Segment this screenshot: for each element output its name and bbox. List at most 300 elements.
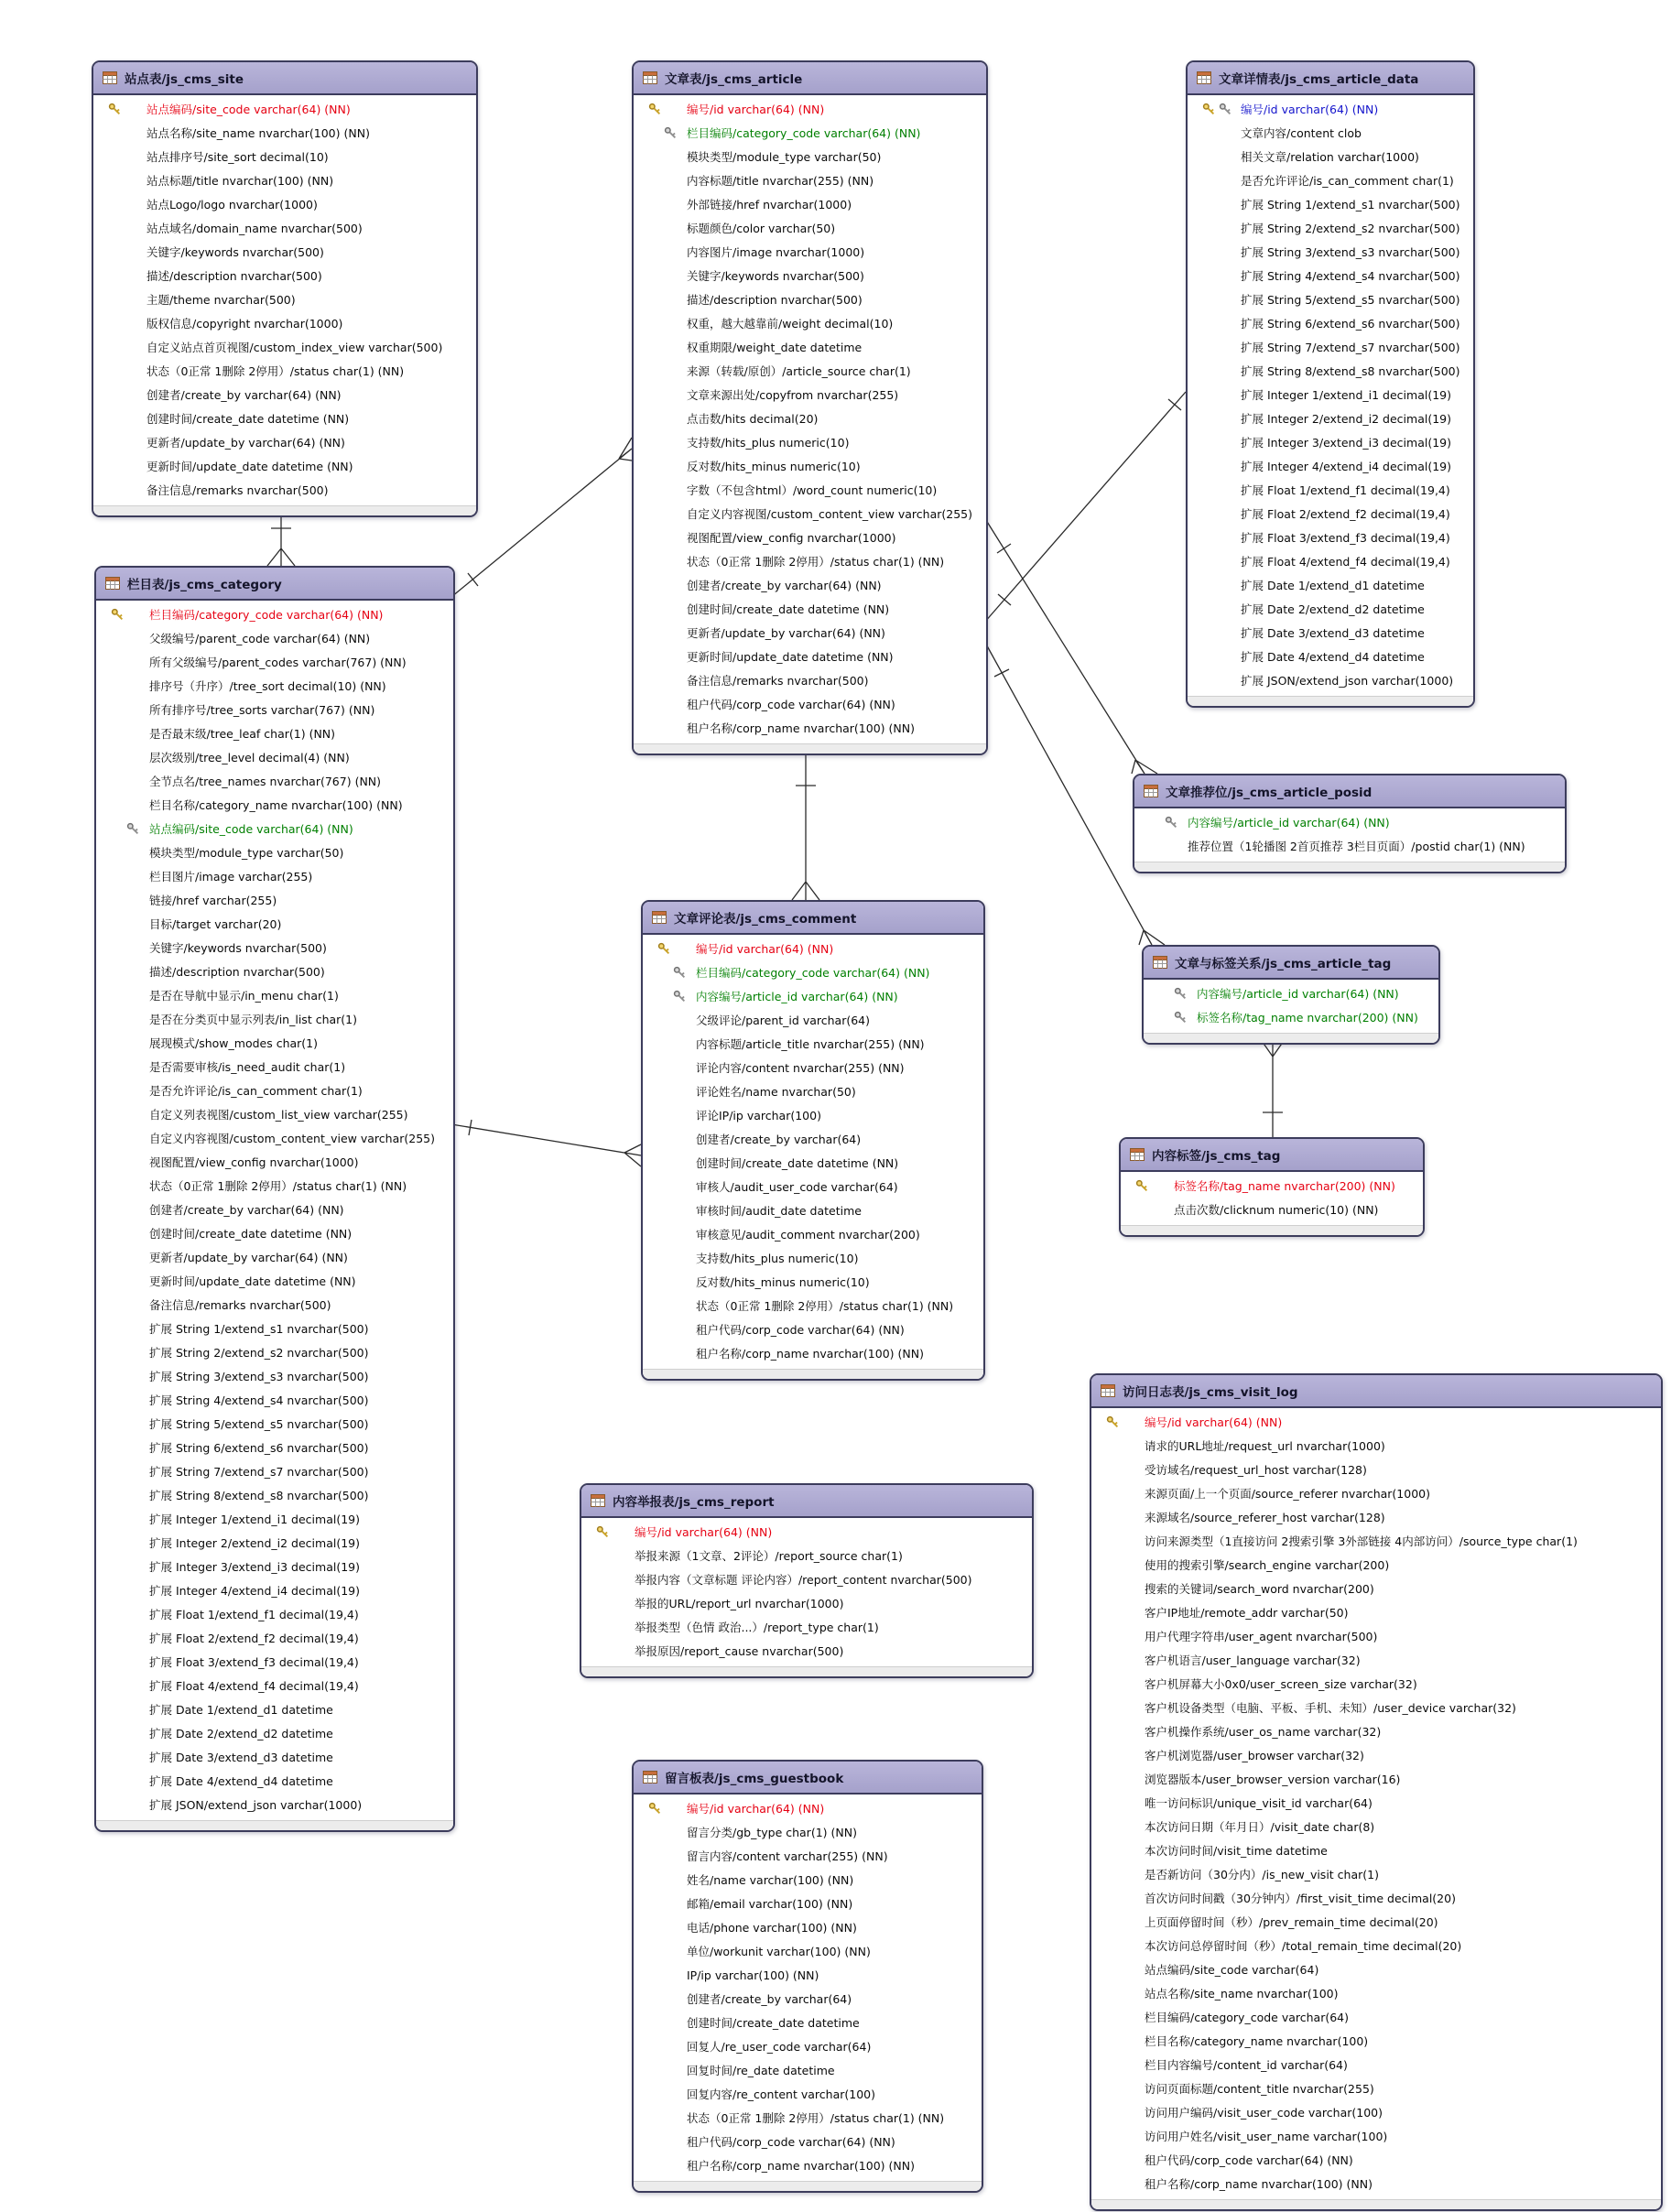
table-title: 内容举报表/js_cms_report	[613, 1495, 775, 1510]
table-field-row[interactable]	[107, 960, 450, 983]
field-list	[1188, 95, 1473, 696]
table-field-row[interactable]	[1102, 1743, 1657, 1767]
table-field-row[interactable]	[1199, 240, 1470, 264]
table-field-row[interactable]	[654, 937, 980, 960]
table-field-row[interactable]	[654, 984, 980, 1008]
table-field-row[interactable]	[107, 1269, 450, 1293]
table-field-row[interactable]	[1102, 2148, 1657, 2172]
table-field-row[interactable]	[107, 1650, 450, 1674]
table-field-row[interactable]	[592, 1544, 1028, 1567]
table-field-row[interactable]	[107, 1721, 450, 1745]
table-field-row[interactable]	[1102, 1862, 1657, 1886]
table-field-row[interactable]	[107, 1674, 450, 1697]
table-field-row[interactable]	[1102, 2029, 1657, 2053]
table-field-row[interactable]	[104, 383, 472, 407]
field-definition: 扩展 Integer 1/extend_i1 decimal(19)	[1241, 388, 1451, 402]
table-field-row[interactable]	[1102, 1696, 1657, 1719]
field-definition: 唯一访问标识/unique_visit_id varchar(64)	[1145, 1796, 1373, 1810]
table-field-row[interactable]	[645, 1915, 978, 1939]
table-field-row[interactable]	[104, 359, 472, 383]
table-field-row[interactable]	[107, 1459, 450, 1483]
table-field-row[interactable]	[107, 1317, 450, 1340]
table-field-row[interactable]	[1102, 1410, 1657, 1434]
table-field-row[interactable]	[654, 1103, 980, 1127]
table-header[interactable]	[581, 1485, 1032, 1518]
table-field-row[interactable]	[645, 621, 982, 645]
table-field-row[interactable]	[1199, 454, 1470, 478]
table-field-row[interactable]	[592, 1520, 1028, 1544]
table-title: 文章推荐位/js_cms_article_posid	[1166, 786, 1373, 800]
field-definition: 审核时间/audit_date datetime	[696, 1204, 862, 1218]
field-definition: 反对数/hits_minus numeric(10)	[696, 1275, 870, 1289]
table-field-row[interactable]	[654, 1198, 980, 1222]
table-field-row[interactable]	[1199, 549, 1470, 573]
table-field-row[interactable]	[1132, 1174, 1419, 1198]
table-field-row[interactable]	[107, 888, 450, 912]
table-js_cms_visit_log[interactable]	[1090, 1373, 1663, 2211]
table-field-row[interactable]	[645, 145, 982, 168]
field-definition: 描述/description nvarchar(500)	[146, 269, 322, 283]
table-field-row[interactable]	[1199, 430, 1470, 454]
table-field-row[interactable]	[645, 1963, 978, 1987]
table-field-row[interactable]	[1199, 573, 1470, 597]
table-field-row[interactable]	[645, 597, 982, 621]
field-definition: 编号/id varchar(64) (NN)	[635, 1525, 773, 1539]
table-field-row[interactable]	[1102, 2100, 1657, 2124]
field-definition: 自定义内容视图/custom_content_view varchar(255)	[149, 1132, 435, 1145]
table-field-row[interactable]	[1102, 1434, 1657, 1458]
table-icon	[652, 911, 667, 924]
table-header[interactable]	[96, 568, 453, 601]
key-icon-slot	[645, 103, 687, 116]
primary-key-icon	[596, 1525, 610, 1539]
table-field-row[interactable]	[654, 1079, 980, 1103]
table-field-row[interactable]	[645, 1820, 978, 1844]
table-field-row[interactable]	[645, 216, 982, 240]
table-field-row[interactable]	[104, 264, 472, 287]
table-field-row[interactable]	[645, 1892, 978, 1915]
field-definition: 描述/description nvarchar(500)	[687, 293, 863, 307]
table-js_cms_guestbook[interactable]	[632, 1760, 983, 2193]
foreign-key-icon	[1174, 1011, 1188, 1025]
table-header[interactable]	[1134, 775, 1565, 808]
field-definition: 文章内容/content clob	[1241, 126, 1362, 140]
table-field-row[interactable]	[645, 645, 982, 668]
table-field-row[interactable]	[104, 311, 472, 335]
field-definition: 关键字/keywords nvarchar(500)	[146, 245, 324, 259]
foreign-key-icon	[1219, 103, 1232, 116]
field-definition: 扩展 String 6/extend_s6 nvarchar(500)	[1241, 317, 1460, 331]
table-field-row[interactable]	[654, 1246, 980, 1270]
table-field-row[interactable]	[1199, 478, 1470, 502]
table-field-row[interactable]	[107, 983, 450, 1007]
table-field-row[interactable]	[107, 1483, 450, 1507]
table-field-row[interactable]	[645, 716, 982, 740]
table-js_cms_category[interactable]	[94, 566, 455, 1832]
table-field-row[interactable]	[1102, 1719, 1657, 1743]
table-header[interactable]	[634, 62, 986, 95]
table-field-row[interactable]	[107, 1174, 450, 1198]
table-field-row[interactable]	[1199, 287, 1470, 311]
table-field-row[interactable]	[1102, 1648, 1657, 1672]
table-title: 文章详情表/js_cms_article_data	[1219, 72, 1419, 87]
table-field-row[interactable]	[645, 1868, 978, 1892]
table-field-row[interactable]	[1102, 1672, 1657, 1696]
field-list	[643, 935, 983, 1369]
table-field-row[interactable]	[645, 526, 982, 549]
table-header[interactable]	[1188, 62, 1473, 95]
field-definition: 内容编号/article_id varchar(64) (NN)	[696, 990, 898, 1003]
foreign-key-icon	[673, 990, 687, 1003]
field-definition: 租户代码/corp_code varchar(64) (NN)	[687, 698, 895, 711]
table-field-row[interactable]	[104, 145, 472, 168]
table-header[interactable]	[1091, 1375, 1661, 1408]
table-field-row[interactable]	[1199, 192, 1470, 216]
table-field-row[interactable]	[107, 1769, 450, 1793]
table-field-row[interactable]	[107, 1126, 450, 1150]
table-field-row[interactable]	[645, 549, 982, 573]
table-field-row[interactable]	[645, 168, 982, 192]
table-field-row[interactable]	[1155, 1005, 1435, 1029]
table-field-row[interactable]	[1102, 1767, 1657, 1791]
table-field-row[interactable]	[107, 1221, 450, 1245]
table-field-row[interactable]	[107, 1055, 450, 1079]
primary-key-icon	[648, 103, 662, 116]
field-definition: 扩展 String 1/extend_s1 nvarchar(500)	[149, 1322, 369, 1336]
table-field-row[interactable]	[592, 1639, 1028, 1663]
table-field-row[interactable]	[107, 745, 450, 769]
field-list	[1144, 980, 1438, 1033]
table-js_cms_article_tag[interactable]	[1142, 945, 1440, 1045]
field-definition: 用户代理字符串/user_agent nvarchar(500)	[1145, 1630, 1378, 1643]
table-field-row[interactable]	[592, 1591, 1028, 1615]
table-icon	[1101, 1384, 1115, 1397]
table-field-row[interactable]	[645, 2011, 978, 2034]
table-js_cms_article_posid[interactable]	[1133, 774, 1567, 873]
field-definition: 扩展 String 3/extend_s3 nvarchar(500)	[149, 1370, 369, 1383]
table-js_cms_report[interactable]	[580, 1483, 1034, 1678]
table-field-row[interactable]	[654, 1222, 980, 1246]
table-field-row[interactable]	[645, 192, 982, 216]
table-field-row[interactable]	[645, 478, 982, 502]
table-field-row[interactable]	[1199, 502, 1470, 526]
field-definition: 单位/workunit varchar(100) (NN)	[687, 1945, 871, 1958]
table-field-row[interactable]	[645, 573, 982, 597]
table-field-row[interactable]	[1199, 168, 1470, 192]
field-definition: 文章来源出处/copyfrom nvarchar(255)	[687, 388, 899, 402]
table-field-row[interactable]	[645, 502, 982, 526]
table-js_cms_comment[interactable]	[641, 900, 985, 1381]
table-field-row[interactable]	[1199, 97, 1470, 121]
table-field-row[interactable]	[654, 1032, 980, 1056]
field-list	[581, 1518, 1032, 1666]
field-definition: 回复时间/re_date datetime	[687, 2064, 835, 2077]
table-field-row[interactable]	[107, 602, 450, 626]
table-field-row[interactable]	[107, 1436, 450, 1459]
field-definition: 扩展 Float 2/extend_f2 decimal(19,4)	[1241, 507, 1450, 521]
table-field-row[interactable]	[1102, 1529, 1657, 1553]
table-field-row[interactable]	[107, 817, 450, 840]
table-field-row[interactable]	[645, 335, 982, 359]
field-definition: 描述/description nvarchar(500)	[149, 965, 325, 979]
table-field-row[interactable]	[1102, 1600, 1657, 1624]
field-definition: 展现模式/show_modes char(1)	[149, 1036, 319, 1050]
table-field-row[interactable]	[107, 1150, 450, 1174]
table-field-row[interactable]	[654, 1151, 980, 1175]
table-field-row[interactable]	[1102, 1481, 1657, 1505]
table-header[interactable]	[1121, 1139, 1423, 1172]
table-field-row[interactable]	[1199, 264, 1470, 287]
table-field-row[interactable]	[645, 2130, 978, 2153]
table-field-row[interactable]	[1145, 834, 1561, 858]
table-field-row[interactable]	[645, 2153, 978, 2177]
table-field-row[interactable]	[107, 769, 450, 793]
table-field-row[interactable]	[107, 1364, 450, 1388]
table-field-row[interactable]	[654, 1317, 980, 1341]
field-definition: 扩展 String 8/extend_s8 nvarchar(500)	[149, 1489, 369, 1502]
key-icon-slot	[107, 608, 149, 622]
table-field-row[interactable]	[104, 407, 472, 430]
table-field-row[interactable]	[104, 335, 472, 359]
table-field-row[interactable]	[104, 430, 472, 454]
table-field-row[interactable]	[107, 626, 450, 650]
table-field-row[interactable]	[1199, 121, 1470, 145]
table-field-row[interactable]	[107, 1793, 450, 1816]
table-field-row[interactable]	[107, 721, 450, 745]
field-definition: 创建时间/create_date datetime (NN)	[687, 602, 890, 616]
field-definition: 扩展 Integer 2/extend_i2 decimal(19)	[1241, 412, 1451, 426]
field-definition: 访问来源类型（1直接访问 2搜索引擎 3外部链接 4内部访问）/source_type char(1)	[1145, 1534, 1578, 1548]
table-field-row[interactable]	[1199, 359, 1470, 383]
table-title: 文章表/js_cms_article	[665, 72, 803, 87]
table-field-row[interactable]	[1199, 668, 1470, 692]
table-field-row[interactable]	[654, 1270, 980, 1294]
table-field-row[interactable]	[654, 1294, 980, 1317]
field-definition: 举报内容（文章标题 评论内容）/report_content nvarchar(500)	[635, 1573, 972, 1587]
field-definition: 创建时间/create_date datetime (NN)	[146, 412, 350, 426]
table-field-row[interactable]	[645, 2034, 978, 2058]
table-field-row[interactable]	[1155, 981, 1435, 1005]
table-field-row[interactable]	[1199, 526, 1470, 549]
field-definition: 视图配置/view_config nvarchar(1000)	[687, 531, 896, 545]
field-definition: 编号/id varchar(64) (NN)	[687, 1802, 825, 1816]
table-field-row[interactable]	[104, 478, 472, 502]
key-icon-slot	[654, 966, 696, 980]
table-field-row[interactable]	[1199, 645, 1470, 668]
field-definition: 扩展 String 8/extend_s8 nvarchar(500)	[1241, 364, 1460, 378]
table-field-row[interactable]	[645, 1796, 978, 1820]
table-field-row[interactable]	[1199, 216, 1470, 240]
table-js_cms_tag[interactable]	[1119, 1137, 1425, 1237]
table-field-row[interactable]	[107, 1745, 450, 1769]
table-field-row[interactable]	[645, 240, 982, 264]
table-field-row[interactable]	[654, 1008, 980, 1032]
table-field-row[interactable]	[107, 936, 450, 960]
field-definition: 栏目名称/category_name nvarchar(100) (NN)	[149, 798, 403, 812]
field-definition: 评论姓名/name nvarchar(50)	[696, 1085, 856, 1099]
table-field-row[interactable]	[107, 1079, 450, 1102]
relation-category-article-line	[451, 438, 632, 597]
table-field-row[interactable]	[1102, 1553, 1657, 1577]
table-field-row[interactable]	[1102, 1577, 1657, 1600]
table-field-row[interactable]	[107, 1531, 450, 1555]
field-definition: 租户代码/corp_code varchar(64) (NN)	[687, 2135, 895, 2149]
table-field-row[interactable]	[104, 287, 472, 311]
table-field-row[interactable]	[1102, 1505, 1657, 1529]
table-field-row[interactable]	[1199, 383, 1470, 407]
table-field-row[interactable]	[645, 668, 982, 692]
table-field-row[interactable]	[1102, 1910, 1657, 1934]
table-field-row[interactable]	[107, 1198, 450, 1221]
table-field-row[interactable]	[1102, 2076, 1657, 2100]
table-field-row[interactable]	[1199, 145, 1470, 168]
table-field-row[interactable]	[645, 311, 982, 335]
table-field-row[interactable]	[1102, 1815, 1657, 1838]
table-js_cms_site[interactable]	[92, 60, 478, 517]
table-field-row[interactable]	[645, 692, 982, 716]
table-field-row[interactable]	[1132, 1198, 1419, 1221]
table-field-row[interactable]	[654, 1175, 980, 1198]
table-header[interactable]	[1144, 947, 1438, 980]
table-field-row[interactable]	[107, 1340, 450, 1364]
table-field-row[interactable]	[1102, 1981, 1657, 2005]
field-definition: 内容编号/article_id varchar(64) (NN)	[1197, 987, 1399, 1001]
table-field-row[interactable]	[592, 1615, 1028, 1639]
table-icon	[591, 1494, 605, 1507]
table-field-row[interactable]	[645, 454, 982, 478]
field-definition: 更新时间/update_date datetime (NN)	[687, 650, 894, 664]
table-field-row[interactable]	[107, 1388, 450, 1412]
field-definition: 创建者/create_by varchar(64) (NN)	[146, 388, 342, 402]
table-field-row[interactable]	[592, 1567, 1028, 1591]
table-header[interactable]	[634, 1762, 982, 1795]
table-field-row[interactable]	[104, 240, 472, 264]
table-field-row[interactable]	[107, 1293, 450, 1317]
table-field-row[interactable]	[107, 840, 450, 864]
table-field-row[interactable]	[1102, 2005, 1657, 2029]
table-field-row[interactable]	[654, 1341, 980, 1365]
table-field-row[interactable]	[1102, 1624, 1657, 1648]
table-js_cms_article_data[interactable]	[1186, 60, 1475, 708]
table-field-row[interactable]	[654, 960, 980, 984]
table-field-row[interactable]	[107, 1555, 450, 1578]
table-field-row[interactable]	[645, 1987, 978, 2011]
table-field-row[interactable]	[645, 359, 982, 383]
table-field-row[interactable]	[107, 1245, 450, 1269]
table-field-row[interactable]	[107, 864, 450, 888]
table-field-row[interactable]	[107, 674, 450, 698]
table-field-row[interactable]	[645, 383, 982, 407]
table-field-row[interactable]	[107, 1602, 450, 1626]
key-icon-slot	[1155, 1011, 1197, 1025]
table-field-row[interactable]	[645, 264, 982, 287]
field-definition: 访问用户姓名/visit_user_name varchar(100)	[1145, 2130, 1388, 2143]
table-header[interactable]	[643, 902, 983, 935]
table-field-row[interactable]	[104, 454, 472, 478]
table-field-row[interactable]	[1102, 1458, 1657, 1481]
table-field-row[interactable]	[1199, 407, 1470, 430]
field-definition: 是否允许评论/is_can_comment char(1)	[149, 1084, 363, 1098]
table-field-row[interactable]	[1102, 2124, 1657, 2148]
table-field-row[interactable]	[104, 192, 472, 216]
field-definition: 租户代码/corp_code varchar(64) (NN)	[696, 1323, 905, 1337]
table-field-row[interactable]	[107, 1507, 450, 1531]
table-js_cms_article[interactable]	[632, 60, 988, 755]
table-field-row[interactable]	[1102, 2172, 1657, 2196]
table-field-row[interactable]	[645, 287, 982, 311]
table-field-row[interactable]	[107, 793, 450, 817]
table-field-row[interactable]	[107, 1007, 450, 1031]
table-field-row[interactable]	[645, 1844, 978, 1868]
field-definition: 扩展 JSON/extend_json varchar(1000)	[149, 1798, 363, 1812]
table-field-row[interactable]	[107, 1031, 450, 1055]
table-field-row[interactable]	[107, 1578, 450, 1602]
field-definition: 栏目内容编号/content_id varchar(64)	[1145, 2058, 1348, 2072]
table-field-row[interactable]	[107, 1697, 450, 1721]
table-field-row[interactable]	[1102, 1791, 1657, 1815]
table-field-row[interactable]	[1199, 621, 1470, 645]
table-field-row[interactable]	[107, 1626, 450, 1650]
field-definition: 扩展 String 7/extend_s7 nvarchar(500)	[149, 1465, 369, 1479]
table-field-row[interactable]	[107, 650, 450, 674]
table-title: 站点表/js_cms_site	[125, 72, 244, 87]
field-definition: 字数（不包含html）/word_count numeric(10)	[687, 483, 938, 497]
table-field-row[interactable]	[645, 2106, 978, 2130]
table-field-row[interactable]	[104, 168, 472, 192]
field-definition: 扩展 Date 4/extend_d4 datetime	[149, 1774, 333, 1788]
table-field-row[interactable]	[107, 1102, 450, 1126]
table-field-row[interactable]	[104, 97, 472, 121]
table-field-row[interactable]	[107, 698, 450, 721]
field-definition: 本次访问日期（年月日）/visit_date char(8)	[1145, 1820, 1375, 1834]
table-field-row[interactable]	[645, 430, 982, 454]
table-field-row[interactable]	[1102, 1886, 1657, 1910]
field-definition: 扩展 Float 1/extend_f1 decimal(19,4)	[1241, 483, 1450, 497]
table-field-row[interactable]	[654, 1056, 980, 1079]
table-field-row[interactable]	[1102, 1957, 1657, 1981]
table-field-row[interactable]	[645, 407, 982, 430]
table-field-row[interactable]	[645, 2058, 978, 2082]
field-definition: 访问用户编码/visit_user_code varchar(100)	[1145, 2106, 1383, 2120]
table-field-row[interactable]	[645, 97, 982, 121]
table-field-row[interactable]	[107, 1412, 450, 1436]
field-definition: 目标/target varchar(20)	[149, 917, 282, 931]
table-field-row[interactable]	[1102, 2053, 1657, 2076]
table-field-row[interactable]	[645, 121, 982, 145]
table-field-row[interactable]	[104, 121, 472, 145]
table-field-row[interactable]	[1199, 597, 1470, 621]
table-field-row[interactable]	[1199, 311, 1470, 335]
table-header[interactable]	[93, 62, 476, 95]
table-field-row[interactable]	[1102, 1838, 1657, 1862]
field-definition: 扩展 String 3/extend_s3 nvarchar(500)	[1241, 245, 1460, 259]
table-field-row[interactable]	[645, 1939, 978, 1963]
table-field-row[interactable]	[107, 912, 450, 936]
field-definition: 栏目编码/category_code varchar(64) (NN)	[687, 126, 921, 140]
table-field-row[interactable]	[1145, 810, 1561, 834]
field-definition: 浏览器版本/user_browser_version varchar(16)	[1145, 1773, 1401, 1786]
field-definition: 回复内容/re_content varchar(100)	[687, 2087, 875, 2101]
field-definition: 点击次数/clicknum numeric(10) (NN)	[1174, 1203, 1379, 1217]
table-field-row[interactable]	[1102, 1934, 1657, 1957]
table-field-row[interactable]	[654, 1127, 980, 1151]
field-definition: 站点编码/site_code varchar(64) (NN)	[149, 822, 353, 836]
table-footer	[1121, 1225, 1423, 1235]
field-definition: 扩展 Date 1/extend_d1 datetime	[149, 1703, 333, 1717]
table-field-row[interactable]	[1199, 335, 1470, 359]
table-field-row[interactable]	[645, 2082, 978, 2106]
table-field-row[interactable]	[104, 216, 472, 240]
